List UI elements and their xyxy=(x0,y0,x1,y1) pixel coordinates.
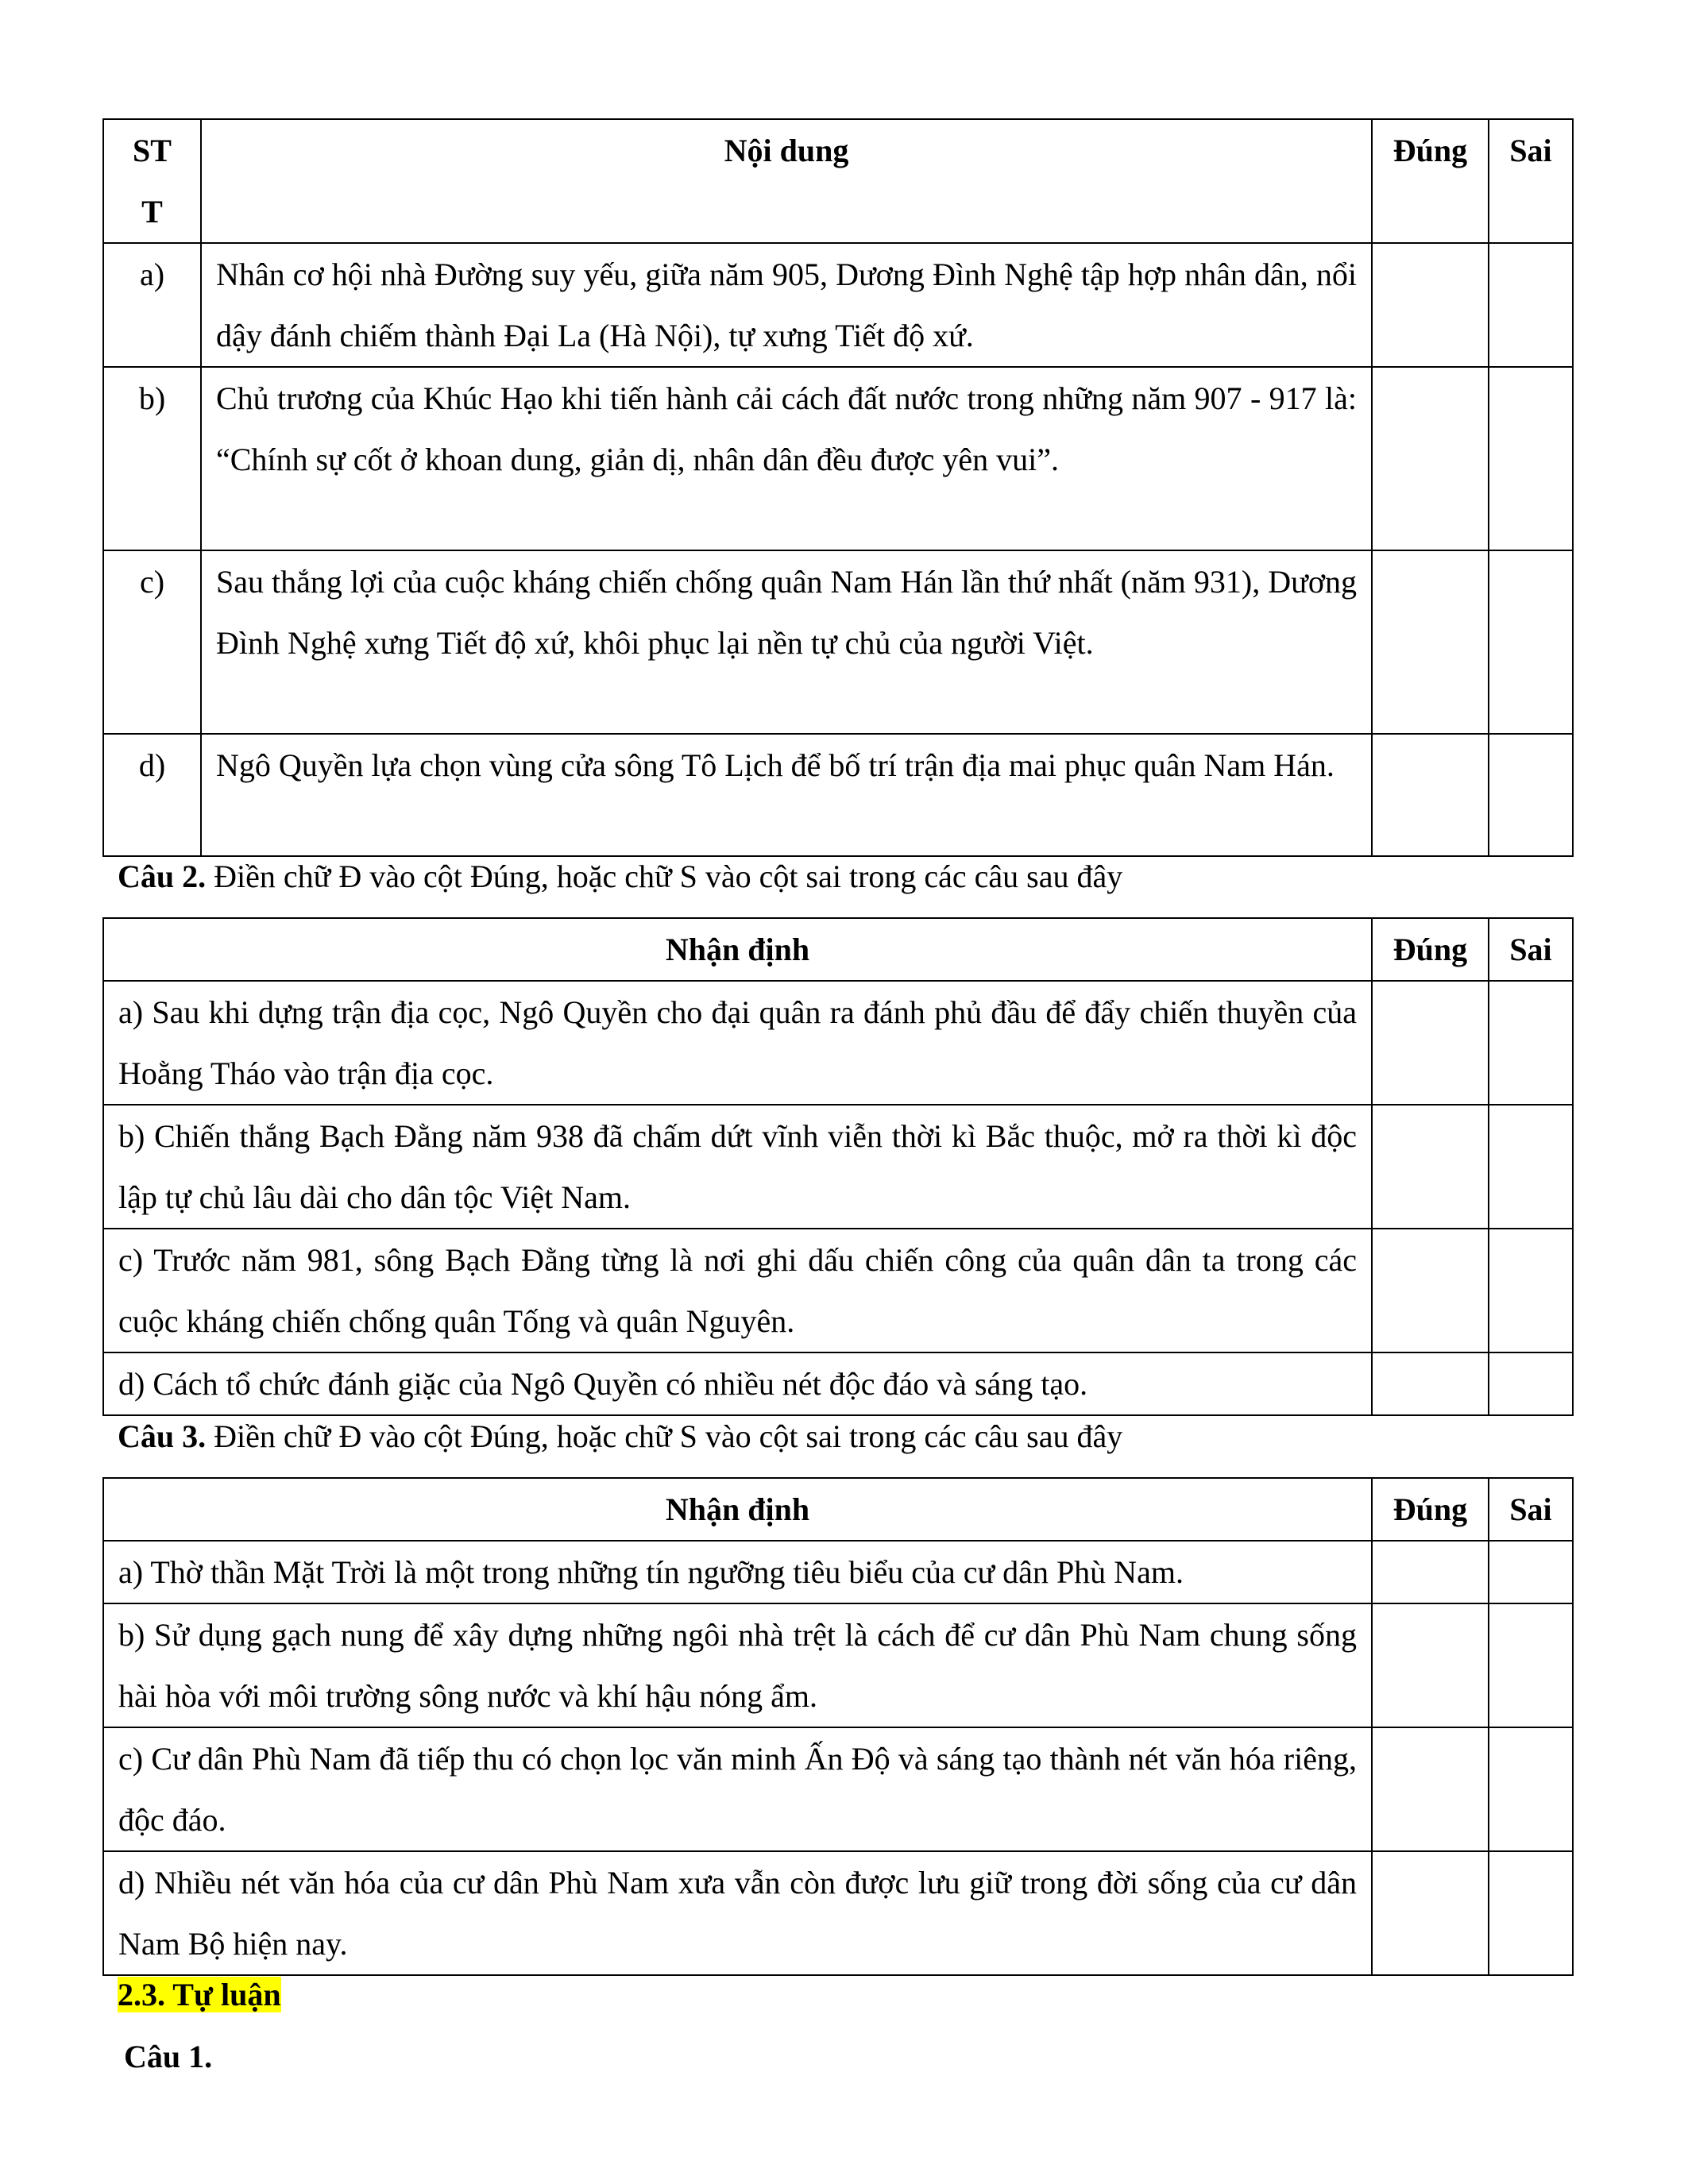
essay-question-1 xyxy=(124,2035,212,2079)
question-2-instruction: Điền chữ Đ vào cột Đúng, hoặc chữ S vào cột sai trong các câu sau đây xyxy=(206,859,1123,894)
true-cell[interactable] xyxy=(1372,734,1489,856)
essay-question-1-label: Câu 1. xyxy=(124,2039,213,2074)
true-cell[interactable] xyxy=(1372,367,1489,550)
true-cell[interactable] xyxy=(1372,1541,1489,1603)
true-cell[interactable] xyxy=(1372,1603,1489,1727)
statement-cell: b) Chiến thắng Bạch Đằng năm 938 đã chấm dứt vĩnh viễn thời kì Bắc thuộc, mở ra thời kì độc lập tự chủ lâu dài cho dân tộc Việt Nam. xyxy=(103,1105,1372,1229)
table-row xyxy=(103,734,1573,856)
question-2-caption xyxy=(118,855,1122,899)
false-cell[interactable] xyxy=(1489,243,1573,367)
false-header: Sai xyxy=(1489,1478,1573,1541)
false-cell[interactable] xyxy=(1489,1352,1573,1415)
table-header-row xyxy=(103,918,1573,981)
false-cell[interactable] xyxy=(1489,1541,1573,1603)
statement-cell: b) Sử dụng gạch nung để xây dựng những ngôi nhà trệt là cách để cư dân Phù Nam chung sống hài hòa với môi trường sông nước và khí hậu nóng ẩm. xyxy=(103,1603,1372,1727)
false-cell[interactable] xyxy=(1489,1851,1573,1975)
question-3-instruction: Điền chữ Đ vào cột Đúng, hoặc chữ S vào cột sai trong các câu sau đây xyxy=(206,1418,1123,1454)
section-heading xyxy=(118,1973,281,2017)
false-header: Sai xyxy=(1489,119,1573,243)
statement-cell: c) Trước năm 981, sông Bạch Đằng từng là nơi ghi dấu chiến công của quân dân ta trong các cuộc kháng chiến chống quân Tống và quân Nguyên. xyxy=(103,1229,1372,1352)
true-cell[interactable] xyxy=(1372,1352,1489,1415)
statement-cell: c) Cư dân Phù Nam đã tiếp thu có chọn lọc văn minh Ấn Độ và sáng tạo thành nét văn hóa riêng, độc đáo. xyxy=(103,1727,1372,1851)
table-header-row xyxy=(103,119,1573,243)
statement-header: Nhận định xyxy=(103,1478,1372,1541)
question-3-label: Câu 3. xyxy=(118,1418,207,1454)
true-cell[interactable] xyxy=(1372,243,1489,367)
false-header: Sai xyxy=(1489,918,1573,981)
table-row xyxy=(103,981,1573,1105)
table-row xyxy=(103,1603,1573,1727)
false-cell[interactable] xyxy=(1489,367,1573,550)
section-title: 2.3. Tự luận xyxy=(118,1977,281,2012)
false-cell[interactable] xyxy=(1489,550,1573,734)
true-false-table-1 xyxy=(102,118,1574,857)
true-header: Đúng xyxy=(1372,1478,1489,1541)
statement-cell: a) Sau khi dựng trận địa cọc, Ngô Quyền cho đại quân ra đánh phủ đầu để đẩy chiến thuyền của Hoằng Tháo vào trận địa cọc. xyxy=(103,981,1372,1105)
statement-cell: d) Cách tổ chức đánh giặc của Ngô Quyền có nhiều nét độc đáo và sáng tạo. xyxy=(103,1352,1372,1415)
table-row xyxy=(103,1727,1573,1851)
table-row xyxy=(103,1352,1573,1415)
true-cell[interactable] xyxy=(1372,1851,1489,1975)
true-false-table-3 xyxy=(102,1477,1574,1976)
table-row xyxy=(103,1851,1573,1975)
true-header: Đúng xyxy=(1372,119,1489,243)
question-3-caption xyxy=(118,1414,1122,1459)
table-row xyxy=(103,243,1573,367)
row-id: a) xyxy=(103,243,201,367)
false-cell[interactable] xyxy=(1489,1229,1573,1352)
stt-header: ST T xyxy=(103,119,201,243)
statement-cell: a) Thờ thần Mặt Trời là một trong những tín ngưỡng tiêu biểu của cư dân Phù Nam. xyxy=(103,1541,1372,1603)
question-2-label: Câu 2. xyxy=(118,859,207,894)
content-header: Nội dung xyxy=(201,119,1372,243)
true-header: Đúng xyxy=(1372,918,1489,981)
false-cell[interactable] xyxy=(1489,1603,1573,1727)
table-header-row xyxy=(103,1478,1573,1541)
false-cell[interactable] xyxy=(1489,1105,1573,1229)
row-content: Chủ trương của Khúc Hạo khi tiến hành cải cách đất nước trong những năm 907 - 917 là: “Chính sự cốt ở khoan dung, giản dị, nhân dân đều được yên vui”. xyxy=(201,367,1372,550)
row-content: Sau thắng lợi của cuộc kháng chiến chống quân Nam Hán lần thứ nhất (năm 931), Dương Đình Nghệ xưng Tiết độ xứ, khôi phục lại nền tự chủ của người Việt. xyxy=(201,550,1372,734)
table-row xyxy=(103,367,1573,550)
true-cell[interactable] xyxy=(1372,1229,1489,1352)
false-cell[interactable] xyxy=(1489,1727,1573,1851)
true-cell[interactable] xyxy=(1372,1727,1489,1851)
table-row xyxy=(103,550,1573,734)
false-cell[interactable] xyxy=(1489,981,1573,1105)
true-cell[interactable] xyxy=(1372,1105,1489,1229)
table-row xyxy=(103,1105,1573,1229)
table-row xyxy=(103,1541,1573,1603)
false-cell[interactable] xyxy=(1489,734,1573,856)
true-false-table-2 xyxy=(102,917,1574,1416)
true-cell[interactable] xyxy=(1372,981,1489,1105)
true-cell[interactable] xyxy=(1372,550,1489,734)
row-content: Nhân cơ hội nhà Đường suy yếu, giữa năm 905, Dương Đình Nghệ tập hợp nhân dân, nổi dậy đánh chiếm thành Đại La (Hà Nội), tự xưng Tiết độ xứ. xyxy=(201,243,1372,367)
row-id: c) xyxy=(103,550,201,734)
row-id: d) xyxy=(103,734,201,856)
statement-cell: d) Nhiều nét văn hóa của cư dân Phù Nam xưa vẫn còn được lưu giữ trong đời sống của cư dân Nam Bộ hiện nay. xyxy=(103,1851,1372,1975)
table-row xyxy=(103,1229,1573,1352)
row-content: Ngô Quyền lựa chọn vùng cửa sông Tô Lịch để bố trí trận địa mai phục quân Nam Hán. xyxy=(201,734,1372,856)
row-id: b) xyxy=(103,367,201,550)
statement-header: Nhận định xyxy=(103,918,1372,981)
